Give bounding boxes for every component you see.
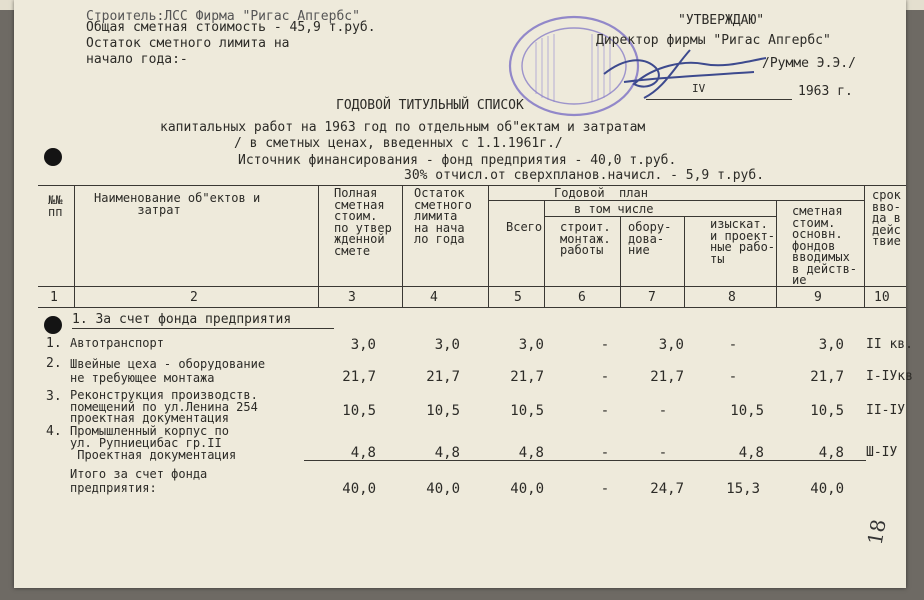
approval-month: IV <box>692 82 706 95</box>
total-full-cost: 40,0 <box>342 481 376 497</box>
cell-construction: - <box>600 337 610 353</box>
col-number: 4 <box>430 290 438 305</box>
total-rule <box>304 460 866 461</box>
total-construction: - <box>600 481 610 497</box>
cell-full-cost: 4,8 <box>350 445 376 461</box>
header-total: Всего <box>506 220 543 234</box>
row-no: 2. <box>46 356 62 371</box>
row-no: 1. <box>46 336 62 351</box>
cell-term: I-IУкв <box>866 369 913 384</box>
remaining-limit-line: Остаток сметного лимита на <box>86 36 290 51</box>
total-remaining: 40,0 <box>426 481 460 497</box>
header-full-cost: Полная сметная стоим. по утвер жденной смете <box>334 186 392 258</box>
cell-remaining: 3,0 <box>434 337 460 353</box>
document-title: ГОДОВОЙ ТИТУЛЬНЫЙ СПИСОК <box>336 98 524 113</box>
cell-survey: 4,8 <box>738 445 764 461</box>
col-number: 9 <box>814 290 822 305</box>
funding-line-1: Источник финансирования - фонд предприятия - 40,0 т.руб. <box>238 153 677 168</box>
col-number: 3 <box>348 290 356 305</box>
cell-full-cost: 10,5 <box>342 403 376 419</box>
col-divider <box>864 185 865 307</box>
col-divider <box>544 200 545 307</box>
punch-hole <box>44 316 62 334</box>
cell-construction: - <box>600 445 610 461</box>
row-name: Швейные цеха - оборудование не требующее монтажа <box>70 357 266 385</box>
col-divider <box>318 185 319 307</box>
approval-year: 1963 г. <box>798 84 853 99</box>
cell-construction: - <box>600 403 610 419</box>
col-number: 2 <box>190 290 198 305</box>
row-no: 3. <box>46 389 62 404</box>
approval-label: "УТВЕРЖДАЮ" <box>678 13 765 28</box>
col-divider <box>402 185 403 307</box>
header-term: срок вво- да в дейс твие <box>872 188 901 248</box>
builder-line: Строитель:ЛСС Фирма "Ригас Апгербс" <box>86 9 360 24</box>
document-sheet <box>14 0 913 588</box>
cell-equipment: 3,0 <box>658 337 684 353</box>
cell-full-cost: 3,0 <box>350 337 376 353</box>
row-name: Автотранспорт <box>70 336 164 350</box>
cell-survey: - <box>728 337 738 353</box>
cell-survey: - <box>728 369 738 385</box>
col-divider <box>620 216 621 307</box>
section-underline <box>72 328 334 329</box>
remaining-limit-value: начало года:- <box>86 52 188 67</box>
header-survey: изыскат. и проект- ные рабо- ты <box>710 217 776 266</box>
title-line-2: капитальных работ на 1963 год по отдельным об"ектам и затратам <box>160 120 646 135</box>
cell-equipment: - <box>658 445 668 461</box>
header-incl: в том числе <box>574 202 654 216</box>
cell-est-cost: 21,7 <box>810 369 844 385</box>
total-row-name: Итого за счет фонда предприятия: <box>70 467 208 495</box>
cell-remaining: 10,5 <box>426 403 460 419</box>
title-line-3: / в сметных ценах, введенных с 1.1.1961г./ <box>234 136 563 151</box>
header-name: Наименование об"ектов и затрат <box>94 191 261 217</box>
cell-total: 4,8 <box>518 445 544 461</box>
header-equipment: обору- дова- ние <box>628 220 672 257</box>
director-name: /Румме Э.Э./ <box>762 56 856 71</box>
header-annual-plan: Годовой план <box>554 186 648 200</box>
cell-survey: 10,5 <box>730 403 764 419</box>
col-number: 8 <box>728 290 736 305</box>
header-no: №№ пп <box>48 193 63 219</box>
punch-hole <box>44 148 62 166</box>
cell-total: 3,0 <box>518 337 544 353</box>
cell-remaining: 21,7 <box>426 369 460 385</box>
col-number: 1 <box>50 290 58 305</box>
funding-line-2: 30% отчисл.от сверхпланов.начисл. - 5,9 т.руб. <box>404 168 765 183</box>
col-number: 10 <box>874 290 890 305</box>
header-construction: строит. монтаж. работы <box>560 220 611 257</box>
total-est-cost: 40,0 <box>810 481 844 497</box>
row-name: Промышленный корпус по ул. Рупниецибас гр.II Проектная документация <box>70 424 237 462</box>
row-name: Реконструкция производств. помещений по ул.Ленина 254 проектная документация <box>70 388 258 425</box>
cell-total: 10,5 <box>510 403 544 419</box>
row-no: 4. <box>46 424 62 439</box>
col-divider <box>488 185 489 307</box>
total-survey: 15,3 <box>726 481 760 497</box>
header-est-cost: сметная стоим. основн. фондов вводимых в действ- ие <box>792 204 858 287</box>
folio-number: 18 <box>862 517 891 547</box>
header-remaining: Остаток сметного лимита на нача ло года <box>414 186 472 246</box>
col-divider <box>684 216 685 307</box>
col-divider <box>74 185 75 307</box>
col-number: 6 <box>578 290 586 305</box>
cell-term: Ш-IУ <box>866 445 898 460</box>
table-top-rule <box>38 185 906 186</box>
cell-construction: - <box>600 369 610 385</box>
cell-total: 21,7 <box>510 369 544 385</box>
director-line: Директор фирмы "Ригас Апгербс" <box>596 33 831 48</box>
cell-term: II кв. <box>866 337 913 352</box>
cell-est-cost: 4,8 <box>818 445 844 461</box>
cell-est-cost: 10,5 <box>810 403 844 419</box>
cell-full-cost: 21,7 <box>342 369 376 385</box>
director-signature <box>594 38 774 108</box>
cell-equipment: 21,7 <box>650 369 684 385</box>
cell-remaining: 4,8 <box>434 445 460 461</box>
cell-equipment: - <box>658 403 668 419</box>
total-total: 40,0 <box>510 481 544 497</box>
total-equipment: 24,7 <box>650 481 684 497</box>
cell-term: II-IУ <box>866 403 906 418</box>
col-divider <box>776 200 777 307</box>
total-cost-line: Общая сметная стоимость - 45,9 т.руб. <box>86 20 376 35</box>
col-number-rule <box>38 307 906 308</box>
cell-est-cost: 3,0 <box>818 337 844 353</box>
col-number: 5 <box>514 290 522 305</box>
section-heading: 1. За счет фонда предприятия <box>72 312 292 327</box>
col-number: 7 <box>648 290 656 305</box>
